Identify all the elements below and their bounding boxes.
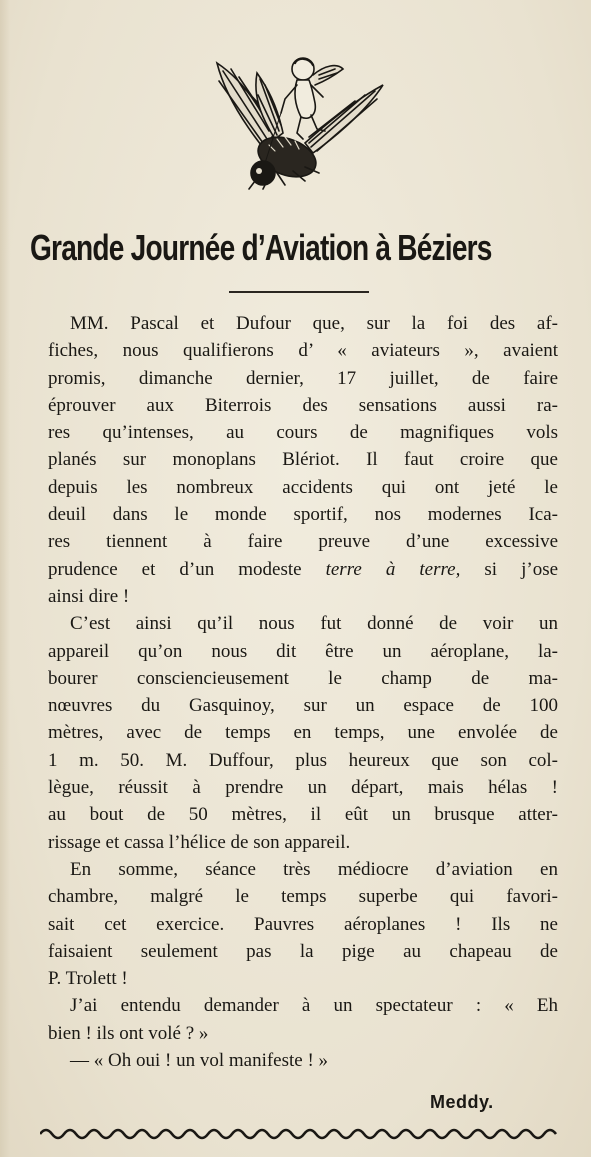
text-line: bourer consciencieusement le champ de ma- [48,667,558,689]
wavy-divider [40,1124,560,1142]
text-line: 1 m. 50. M. Duffour, plus heureux que son col- [48,749,558,771]
text-line: P. Trolett ! [48,968,128,990]
paragraph-3 [48,856,558,992]
author-signature: Meddy. [430,1092,494,1112]
text-line: appareil qu’on nous dit être un aéroplane, la- [48,640,558,662]
article-body [48,310,558,1074]
paragraph-5 [48,1047,558,1074]
text-line: au bout de 50 mètres, il eût un brusque atter- [48,804,558,826]
text-line: lègue, réussit à prendre un départ, mais hélas ! [48,777,558,799]
text-line: promis, dimanche dernier, 17 juillet, de faire [48,367,558,389]
text-line: sait cet exercice. Pauvres aéroplanes ! Ils ne [48,913,558,935]
text-line: deuil dans le monde sportif, nos modernes Ica- [48,504,558,526]
text-line: chambre, malgré le temps superbe qui favori- [48,886,558,908]
text-line: faisaient seulement pas la pige au chapeau de [48,940,558,962]
text-line: res tiennent à faire preuve d’une excessive [48,531,558,553]
text-line: éprouver aux Biterrois des sensations aussi ra- [48,394,558,416]
text-line: — « Oh oui ! un vol manifeste ! » [70,1050,329,1072]
text-line: ainsi dire ! [48,585,130,607]
paragraph-2 [48,610,558,856]
text-line: C’est ainsi qu’il nous fut donné de voir un [70,613,558,635]
text-segment: prudence et d’un modeste [48,558,302,580]
title-divider [229,291,369,293]
italic-phrase: terre à terre, [325,558,461,580]
text-line: nœuvres du Gasquinoy, sur un espace de 100 [48,695,558,717]
text-line: rissage et cassa l’hélice de son appareil. [48,831,351,853]
paper-edge [0,0,10,1157]
text-line: En somme, séance très médiocre d’aviation en [70,858,558,880]
text-line: J’ai entendu demander à un spectateur : « Eh [70,995,558,1017]
text-line-with-italic [48,556,558,583]
text-line: MM. Pascal et Dufour que, sur la foi des af- [70,313,558,334]
text-segment: si j’ose [484,558,559,580]
text-line: fiches, nous qualifierons d’ « aviateurs », avaient [48,340,558,362]
text-line: bien ! ils ont volé ? » [48,1022,209,1044]
text-line: res qu’intenses, au cours de magnifiques vols [48,422,558,444]
paragraph-4 [48,992,558,1047]
article-title: Grande Journée d’Aviation à Béziers [30,227,492,268]
text-line: depuis les nombreux accidents qui ont jeté le [48,476,558,498]
text-line: mètres, avec de temps en temps, une envolée de [48,722,558,744]
paragraph-1 [48,310,558,610]
cherub-vignette-icon [205,55,385,190]
text-line: planés sur monoplans Blériot. Il faut croire que [48,449,558,471]
